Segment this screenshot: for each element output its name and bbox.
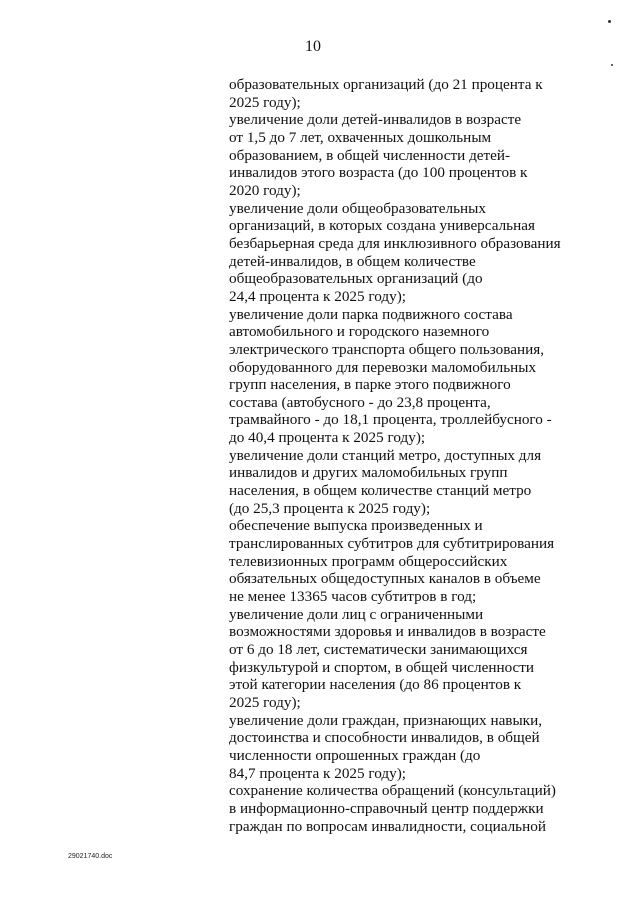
- text-line: численности опрошенных граждан (до: [229, 746, 481, 764]
- text-line: электрического транспорта общего пользования,: [229, 340, 545, 358]
- text-line: общеобразовательных организаций (до: [229, 270, 483, 288]
- text-line: сохранение количества обращений (консультаций): [229, 782, 556, 800]
- body-text: [229, 76, 561, 835]
- text-line: автомобильного и городского наземного: [229, 323, 490, 341]
- footer-filename: 29021740.doc: [68, 853, 113, 860]
- text-line: образовательных организаций (до 21 процента к: [229, 76, 543, 93]
- text-line: (до 25,3 процента к 2025 году);: [229, 499, 431, 517]
- text-line: населения, в общем количестве станций метро: [229, 482, 532, 500]
- text-line: увеличение доли детей-инвалидов в возрасте: [229, 111, 522, 129]
- text-line: граждан по вопросам инвалидности, социальной: [229, 817, 546, 835]
- text-line: обязательных общедоступных каналов в объеме: [229, 570, 541, 588]
- text-line: возможностями здоровья и инвалидов в возрасте: [229, 623, 546, 641]
- text-line: 2025 году);: [229, 93, 301, 111]
- text-line: транслированных субтитров для субтитрирования: [229, 535, 555, 553]
- text-line: увеличение доли парка подвижного состава: [229, 305, 513, 323]
- text-line: оборудованного для перевозки маломобильных: [229, 358, 537, 376]
- text-line: инвалидов и других маломобильных групп: [229, 464, 508, 482]
- text-line: обеспечение выпуска произведенных и: [229, 517, 483, 535]
- text-line: увеличение доли станций метро, доступных для: [229, 446, 542, 464]
- text-line: не менее 13365 часов субтитров в год;: [229, 588, 477, 606]
- text-line: организаций, в которых создана универсальная: [229, 217, 535, 235]
- text-line: 84,7 процента к 2025 году);: [229, 764, 406, 782]
- text-line: достоинства и способности инвалидов, в общей: [229, 729, 540, 747]
- text-line: безбарьерная среда для инклюзивного образования: [229, 234, 561, 252]
- text-line: состава (автобусного - до 23,8 процента,: [229, 393, 491, 411]
- text-line: от 6 до 18 лет, систематически занимающихся: [229, 641, 528, 658]
- text-line: физкультурой и спортом, в общей численности: [229, 658, 535, 676]
- scan-speck: [608, 20, 611, 23]
- text-line: 2025 году);: [229, 693, 301, 711]
- text-line: увеличение доли лиц с ограниченными: [229, 605, 484, 623]
- text-line: 24,4 процента к 2025 году);: [229, 287, 406, 305]
- text-line: трамвайного - до 18,1 процента, троллейбусного -: [229, 411, 552, 429]
- scan-speck: [611, 64, 613, 66]
- text-line: до 40,4 процента к 2025 году);: [229, 429, 426, 447]
- text-line: увеличение доли общеобразовательных: [229, 199, 486, 217]
- page-number: 10: [305, 38, 321, 55]
- text-line: увеличение доли граждан, признающих навыки,: [229, 711, 542, 729]
- text-line: 2020 году);: [229, 181, 301, 199]
- text-line: этой категории населения (до 86 процентов к: [229, 676, 522, 694]
- text-line: образованием, в общей численности детей-: [229, 146, 511, 164]
- text-line: детей-инвалидов, в общем количестве: [229, 252, 476, 270]
- text-line: телевизионных программ общероссийских: [229, 552, 508, 570]
- text-line: групп населения, в парке этого подвижного: [229, 376, 511, 394]
- text-line: в информационно-справочный центр поддержки: [229, 799, 544, 817]
- text-line: инвалидов этого возраста (до 100 процентов к: [229, 164, 528, 182]
- text-line: от 1,5 до 7 лет, охваченных дошкольным: [229, 128, 492, 146]
